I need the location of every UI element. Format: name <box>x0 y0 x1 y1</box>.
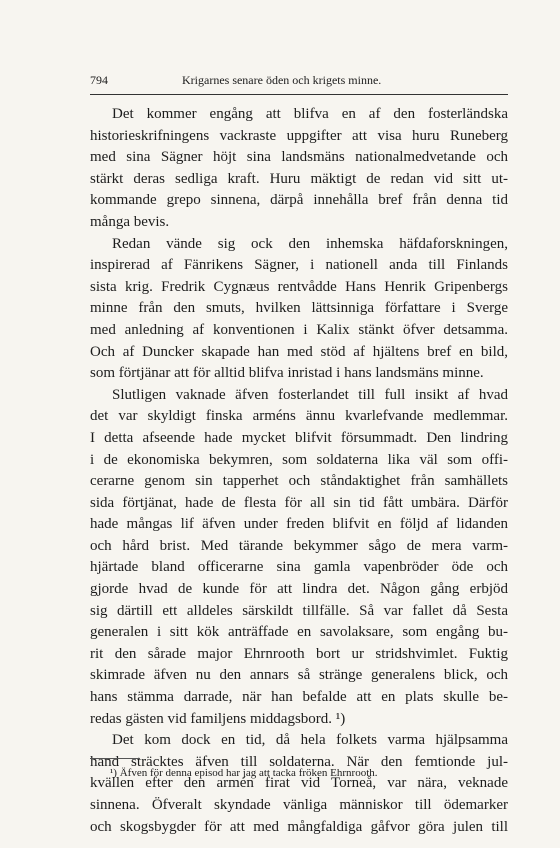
text-line: och skogsbygder för att med mångfaldiga gåfvor göra julen till <box>90 818 508 835</box>
text-line: kvällen efter den armén firat vid Torneå, var nära, veknade <box>90 775 508 792</box>
text-line: I detta afseende hade mycket blifvit försummadt. Den lindring <box>90 429 508 446</box>
text-line: i de ekonomiska bekymren, som soldaterna lika väl som offi- <box>90 451 508 468</box>
text-line: sista krig. Fredrik Cygnæus rentvådde Hans Henrik Gripenbergs <box>90 278 508 295</box>
footnote: ¹) Äfven för denna episod har jag att tacka fröken Ehrnrooth. <box>110 767 378 779</box>
text-line: hand sträcktes äfven till soldaterna. När den femtionde jul- <box>90 753 508 770</box>
text-line: Slutligen vaknade äfven fosterlandet till full insikt af hvad <box>112 386 508 403</box>
text-line: generalen i sitt kök anträffade en savolaksare, som engång bu- <box>90 624 508 641</box>
text-line: som förtjänar att för alltid blifva inristad i hans landsmäns minne. <box>90 365 484 382</box>
text-line: kommande grepo sinnena, därpå innehålla bref från denna tid <box>90 192 508 209</box>
text-line: det var skyldigt finska arméns ännu kvarlefvande medlemmar. <box>90 408 508 425</box>
text-line: och hård brist. Med tärande bekymmer sågo de mera varm- <box>90 537 508 554</box>
text-line: med anledning af konventionen i Kalix stänkt öfver detsamma. <box>90 321 508 338</box>
text-line: Det kommer engång att blifva en af den fosterländska <box>112 106 508 122</box>
text-line: historieskrifningens vackraste uppgifter att visa huru Runeberg <box>90 127 508 144</box>
text-line: hjärtade bland officerarne sina gamla vapenbröder öde och <box>90 559 508 576</box>
text-line: gjorde hvad de kunde för att lindra det. Någon gång erbjöd <box>90 581 508 598</box>
body-text <box>90 104 508 838</box>
text-line: Redan vände sig ock den inhemska häfdaforskningen, <box>112 235 508 252</box>
text-line: med sina Sägner höjt sina landsmäns nationalmedvetande och <box>90 149 508 166</box>
text-line: stärkt deras sedliga kraft. Huru mäktigt de redan vid sitt ut- <box>90 170 508 187</box>
text-line: rit den sårade major Ehrnrooth bort ur stridshvimlet. Fuktig <box>90 645 508 662</box>
text-line: Det kom dock en tid, då hela folkets varma hjälpsamma <box>112 732 508 749</box>
text-line: Och af Duncker skapade han med stöd af hjältens bref en bild, <box>90 343 508 360</box>
text-line: skimrade äfven nu den annars så stränge generalens blick, och <box>90 667 508 684</box>
text-line: cerarne genom sin tapperhet och ståndaktighet från samhällets <box>90 473 508 490</box>
text-line: hade mångas lif äfven under freden blifvit en följd af lidanden <box>90 516 508 533</box>
text-line: minne från den smuts, hvilken lättsinniga författare i Sverge <box>90 300 508 317</box>
text-line: redas gästen vid familjens middagsbord. ¹) <box>90 710 346 727</box>
text-line: sida förtjänat, hade de flesta för all sin tid fått umbära. Därför <box>90 494 508 511</box>
running-head: Krigarnes senare öden och krigets minne. <box>182 73 382 87</box>
header-rule <box>90 94 508 95</box>
page-header <box>90 72 508 88</box>
text-line: sinnena. Öfveralt skyndade vänliga människor till ödemarker <box>90 797 508 813</box>
text-line: många bevis. <box>90 213 170 230</box>
footnote-rule <box>90 758 140 759</box>
page-number: 794 <box>90 73 108 87</box>
text-line: hans stämma darrade, när han befalde att en plats skulle be- <box>90 689 508 706</box>
text-line: sig därtill ett alldeles särskildt tillfälle. Så var fallet då Sesta <box>90 602 508 619</box>
text-line: inspirerad af Fänrikens Sägner, i nationell anda till Finlands <box>90 257 508 274</box>
